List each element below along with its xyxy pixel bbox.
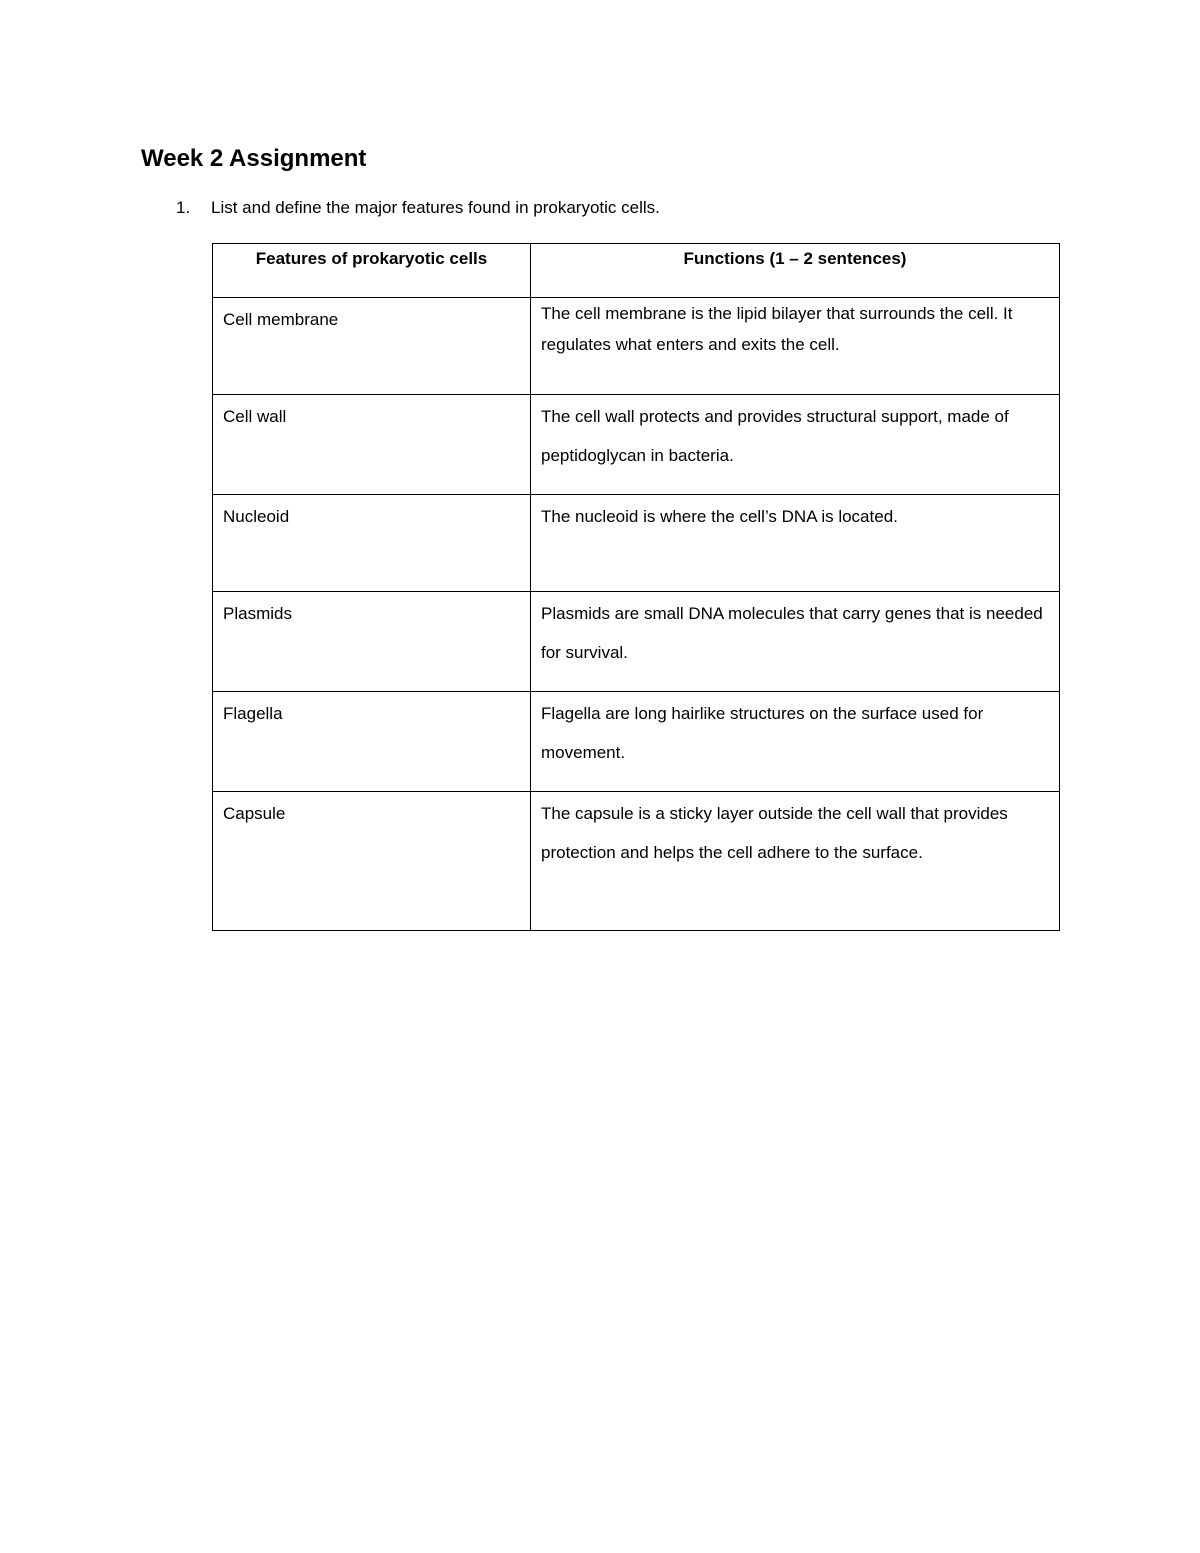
feature-cell: Plasmids — [213, 592, 531, 692]
feature-cell: Nucleoid — [213, 495, 531, 592]
function-cell: The capsule is a sticky layer outside the cell wall that provides protection and helps the cell adhere to the surface. — [531, 792, 1060, 931]
table-row — [213, 592, 1060, 692]
feature-cell: Flagella — [213, 692, 531, 792]
header-functions: Functions (1 – 2 sentences) — [531, 244, 1060, 298]
page-title: Week 2 Assignment — [141, 145, 367, 172]
table-row — [213, 792, 1060, 931]
table-row — [213, 495, 1060, 592]
feature-cell: Cell membrane — [213, 298, 531, 395]
table-row — [213, 395, 1060, 495]
header-features: Features of prokaryotic cells — [213, 244, 531, 298]
table-header-row — [213, 244, 1060, 298]
question-number: 1. — [176, 198, 191, 217]
feature-cell: Cell wall — [213, 395, 531, 495]
function-cell: The nucleoid is where the cell’s DNA is located. — [531, 495, 1060, 592]
feature-cell: Capsule — [213, 792, 531, 931]
question-1 — [176, 197, 660, 219]
features-table — [212, 243, 1060, 931]
function-cell: The cell wall protects and provides structural support, made of peptidoglycan in bacteria. — [531, 395, 1060, 495]
function-cell: Flagella are long hairlike structures on the surface used for movement. — [531, 692, 1060, 792]
table-row — [213, 298, 1060, 395]
function-cell: The cell membrane is the lipid bilayer that surrounds the cell. It regulates what enters and exits the cell. — [531, 298, 1060, 395]
function-cell: Plasmids are small DNA molecules that carry genes that is needed for survival. — [531, 592, 1060, 692]
question-text: List and define the major features found in prokaryotic cells. — [211, 198, 660, 217]
table-row — [213, 692, 1060, 792]
